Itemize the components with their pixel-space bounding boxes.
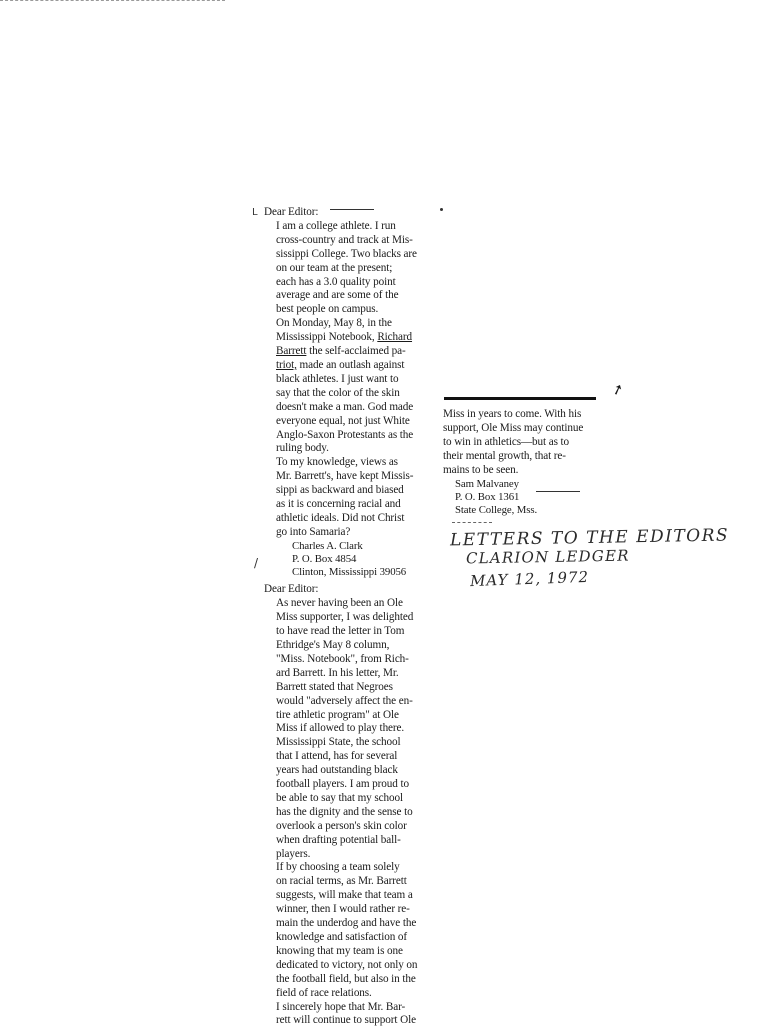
- signature-city: Clinton, Mississippi 39056: [292, 566, 407, 579]
- handwritten-newspaper: CLARION LEDGER: [465, 546, 630, 568]
- text-line: Miss supporter, I was delighted: [276, 611, 414, 624]
- corner-mark: L: [252, 207, 258, 218]
- letter2-paragraph-4: [264, 1001, 424, 1028]
- text-line: I sincerely hope that Mr. Bar-: [276, 1000, 406, 1013]
- text-line: Miss in years to come. With his: [443, 408, 582, 420]
- text-line: their mental growth, that re-: [443, 449, 566, 462]
- text-line: main the underdog and have the: [276, 917, 417, 930]
- text-line: "Miss. Notebook", from Rich-: [276, 652, 409, 665]
- text-line: athletic ideals. Did not Christ: [276, 511, 405, 524]
- text-line: go into Samaria?: [276, 525, 351, 538]
- text-line: support, Ole Miss may continue: [443, 421, 584, 434]
- text-line: everyone equal, not just White: [276, 414, 410, 427]
- letter2-signature: [443, 478, 599, 518]
- text-line: On Monday, May 8, in the: [276, 317, 392, 330]
- text-line: on racial terms, as Mr. Barrett: [276, 875, 407, 888]
- text-line: Barrett stated that Negroes: [276, 680, 393, 693]
- text-line: would "adversely affect the en-: [276, 694, 413, 707]
- text-line: on our team at the present;: [276, 261, 393, 274]
- column-right: [443, 408, 599, 517]
- text-line: say that the color of the skin: [276, 386, 400, 399]
- text-line: Ethridge's May 8 column,: [276, 638, 390, 651]
- column-rule: [444, 397, 596, 400]
- letter2-paragraph-2: [264, 736, 424, 861]
- text-line: ard Barrett. In his letter, Mr.: [276, 666, 399, 679]
- underlined-word: triot,: [276, 358, 297, 371]
- letter2-paragraph-3: [264, 861, 424, 1000]
- handwritten-date: MAY 12, 1972: [469, 567, 590, 591]
- text-line: sissippi College. Two blacks are: [276, 247, 417, 260]
- text-line: [264, 331, 424, 345]
- letter2-paragraph-1: [264, 597, 424, 736]
- text-line: Mississippi State, the school: [276, 736, 401, 749]
- text-line: Miss if allowed to play there.: [276, 722, 405, 735]
- text-line: ruling body.: [276, 442, 329, 455]
- text-line: winner, then I would rather re-: [276, 903, 410, 916]
- text-fragment: Mississippi Notebook,: [276, 331, 375, 344]
- text-line: To my knowledge, views as: [276, 456, 398, 469]
- stray-dot: [440, 208, 443, 211]
- dashed-mark: [452, 522, 492, 523]
- text-line: Mr. Barrett's, have kept Missis-: [276, 470, 414, 483]
- text-line: tire athletic program" at Ole: [276, 708, 399, 721]
- margin-mark: /: [254, 556, 259, 570]
- text-fragment: made an outlash against: [299, 358, 405, 371]
- underlined-name: Barrett: [276, 345, 307, 358]
- text-line: when drafting potential ball-: [276, 833, 401, 846]
- text-line: that I attend, has for several: [276, 750, 398, 763]
- text-line: If by choosing a team solely: [276, 861, 400, 874]
- text-line: field of race relations.: [276, 986, 372, 999]
- text-line: be able to say that my school: [276, 791, 403, 804]
- text-line: knowing that my team is one: [276, 944, 403, 957]
- arrow-icon: ➚: [609, 380, 627, 400]
- signature-name: Charles A. Clark: [292, 539, 363, 552]
- text-line: black athletes. I just want to: [276, 372, 399, 385]
- text-line: cross-country and track at Mis-: [276, 233, 413, 246]
- letter1-paragraph-2: [264, 317, 424, 456]
- text-line: dedicated to victory, not only on: [276, 958, 418, 971]
- letter1-paragraph-3: [264, 456, 424, 539]
- text-line: football players. I am proud to: [276, 778, 409, 791]
- text-line: best people on campus.: [276, 303, 379, 316]
- signature-box: P. O. Box 1361: [455, 490, 520, 503]
- signature-name: Sam Malvaney: [455, 477, 519, 490]
- text-line: overlook a person's skin color: [276, 819, 407, 832]
- text-line: [264, 345, 424, 359]
- text-line: As never having been an Ole: [276, 597, 403, 610]
- text-fragment: the self-acclaimed pa-: [309, 345, 406, 358]
- letter1-signature: [264, 540, 424, 580]
- text-line: average and are some of the: [276, 289, 399, 302]
- text-line: to have read the letter in Tom: [276, 625, 405, 638]
- text-line: players.: [276, 847, 311, 860]
- text-line: sippi as backward and biased: [276, 484, 404, 497]
- text-line: [264, 359, 424, 373]
- text-line: suggests, will make that team a: [276, 889, 413, 902]
- column-left: [264, 206, 424, 1028]
- text-line: knowledge and satisfaction of: [276, 931, 408, 944]
- underlined-name: Richard: [377, 331, 413, 344]
- text-line: mains to be seen.: [443, 463, 519, 476]
- signature-box: P. O. Box 4854: [292, 552, 357, 565]
- signature-city: State College, Mss.: [455, 503, 538, 516]
- text-line: each has a 3.0 quality point: [276, 275, 396, 288]
- letter2-continuation: [443, 408, 599, 478]
- text-line: years had outstanding black: [276, 764, 398, 777]
- text-line: rett will continue to support Ole: [276, 1014, 416, 1027]
- top-dashed-border: [0, 0, 225, 3]
- letter1-salutation: Dear Editor:: [264, 206, 319, 218]
- handwritten-source-line: LETTERS TO THE EDITORS: [449, 525, 730, 551]
- text-line: as it is concerning racial and: [276, 498, 401, 511]
- text-line: has the dignity and the sense to: [276, 805, 413, 818]
- text-line: I am a college athlete. I run: [276, 219, 396, 232]
- text-line: Anglo-Saxon Protestants as the: [276, 428, 414, 441]
- text-line: to win in athletics—but as to: [443, 435, 570, 448]
- text-line: doesn't make a man. God made: [276, 400, 414, 413]
- text-line: the football field, but also in the: [276, 972, 416, 985]
- letter1-paragraph-1: [264, 220, 424, 317]
- letter2-salutation: Dear Editor:: [264, 583, 319, 596]
